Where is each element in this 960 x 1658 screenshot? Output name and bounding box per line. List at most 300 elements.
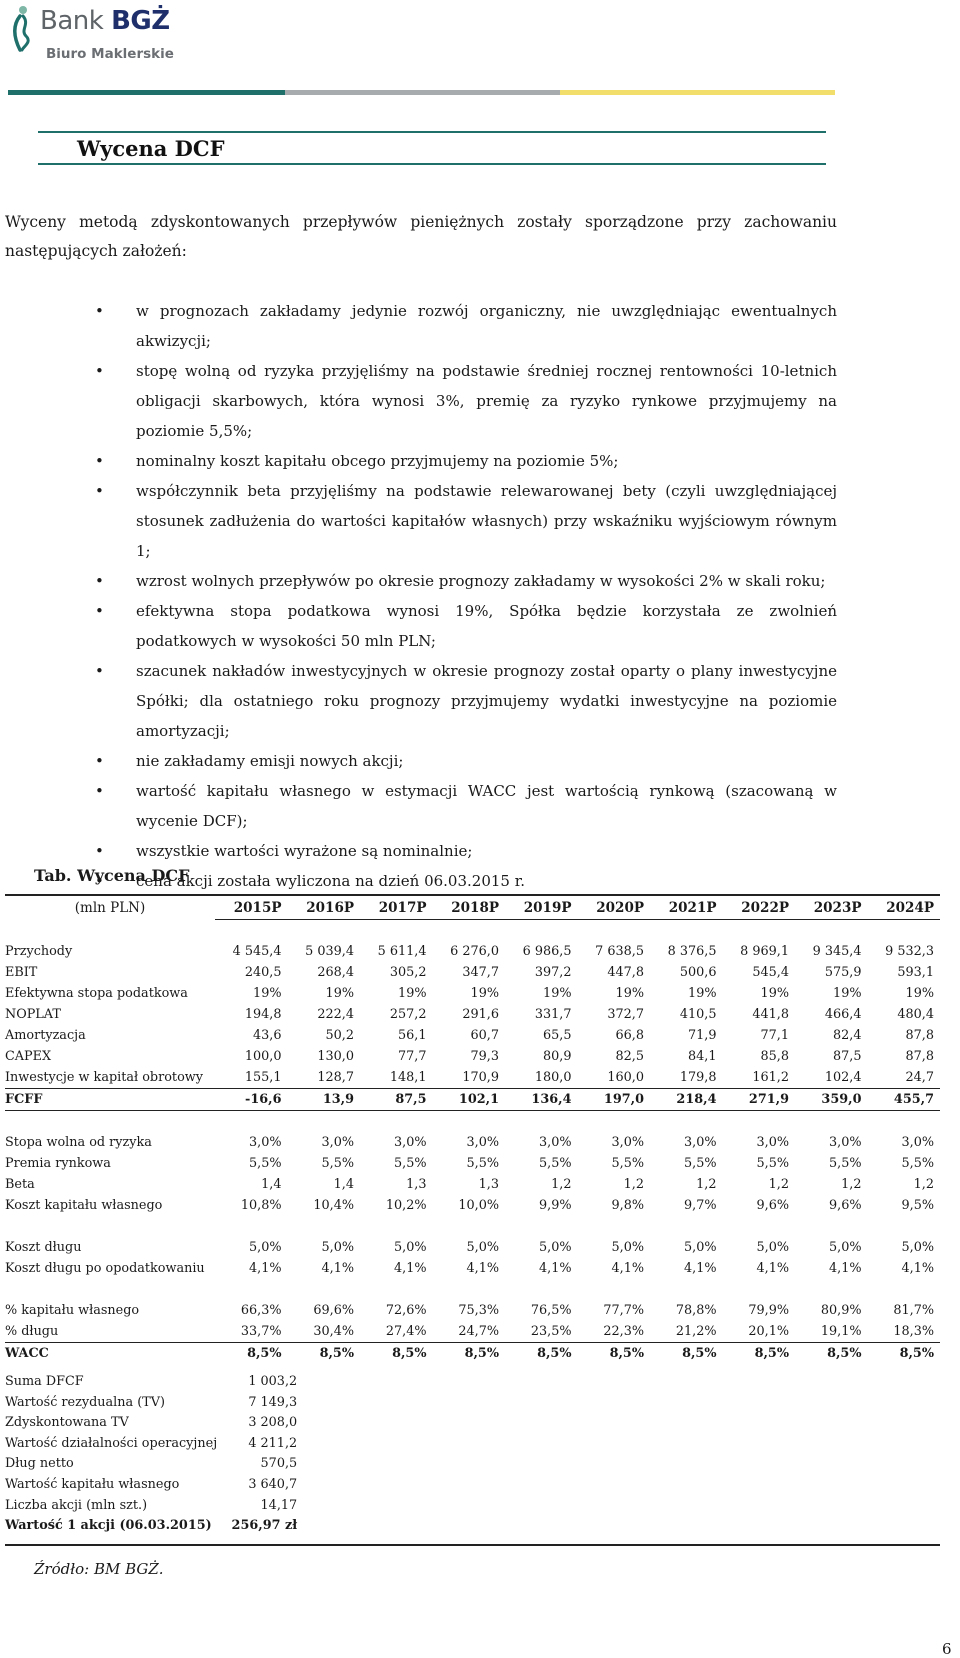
value-cell: 79,9% xyxy=(748,1303,789,1318)
value-cell: 3,0% xyxy=(321,1135,354,1150)
value-cell: 8 969,1 xyxy=(740,944,789,959)
row-label: % długu xyxy=(5,1324,59,1339)
value-cell: 8,5% xyxy=(868,1343,941,1365)
year-header: 2021P xyxy=(650,898,723,920)
value-cell: 85,8 xyxy=(760,1049,789,1064)
row-label: Koszt długu po opodatkowaniu xyxy=(5,1261,205,1276)
value-cell: 5,0% xyxy=(248,1240,282,1255)
year-header: 2015P xyxy=(215,898,288,920)
row-label: Amortyzacja xyxy=(5,1028,86,1043)
value-cell: 5,5% xyxy=(756,1156,789,1171)
spacer-cell xyxy=(505,1111,578,1133)
value-cell: 5,0% xyxy=(611,1240,644,1255)
summary-value: 570,5 xyxy=(260,1456,298,1472)
assumption-item: • stopę wolną od ryzyka przyjęliśmy na podstawie średniej rocznej rentowności 10-letnich obligacji skarbowych, która wynosi 3%, premię za ryzyko rynkowe przyjmujemy na poziomie 5,5%; xyxy=(92,356,837,446)
value-cell: 8,5% xyxy=(360,1343,433,1365)
summary-value: 3 208,0 xyxy=(248,1415,298,1431)
title-rule-top xyxy=(38,131,826,133)
value-cell: 9 345,4 xyxy=(812,944,862,959)
spacer-cell xyxy=(288,1216,361,1237)
spacer-cell xyxy=(360,920,433,942)
value-cell: 20,1% xyxy=(748,1324,789,1339)
value-cell: 3,0% xyxy=(756,1135,789,1150)
value-cell: 8 376,5 xyxy=(667,944,717,959)
value-cell: 331,7 xyxy=(534,1007,572,1022)
value-cell: 66,8 xyxy=(615,1028,644,1043)
value-cell: 347,7 xyxy=(462,965,499,980)
table-row xyxy=(5,1237,940,1258)
value-cell: 19% xyxy=(905,986,934,1001)
value-cell: 5,0% xyxy=(901,1240,934,1255)
value-cell: 100,0 xyxy=(244,1049,282,1064)
value-cell: 466,4 xyxy=(824,1007,862,1022)
value-cell: 455,7 xyxy=(868,1089,941,1111)
value-cell: 291,6 xyxy=(462,1007,499,1022)
dcf-table xyxy=(5,898,940,1364)
value-cell: 5 611,4 xyxy=(377,944,427,959)
value-cell: 19% xyxy=(470,986,499,1001)
spacer-cell xyxy=(578,1216,651,1237)
value-cell: 5,5% xyxy=(248,1156,282,1171)
value-cell: 69,6% xyxy=(313,1303,354,1318)
value-cell: 9,6% xyxy=(828,1198,862,1213)
value-cell: 6 276,0 xyxy=(450,944,499,959)
spacer-cell xyxy=(5,1111,215,1133)
value-cell: 19% xyxy=(760,986,789,1001)
spacer-cell xyxy=(360,1216,433,1237)
value-cell: 271,9 xyxy=(723,1089,796,1111)
value-cell: 160,0 xyxy=(607,1070,644,1085)
value-cell: 8,5% xyxy=(723,1343,796,1365)
value-cell: 10,4% xyxy=(313,1198,354,1213)
source-note: Źródło: BM BGŻ. xyxy=(34,1560,164,1578)
value-cell: 5,5% xyxy=(393,1156,427,1171)
summary-label: Dług netto xyxy=(5,1456,74,1472)
value-cell: 3,0% xyxy=(393,1135,427,1150)
value-cell: 1,4 xyxy=(261,1177,282,1192)
value-cell: 4,1% xyxy=(248,1261,282,1276)
value-cell: 19% xyxy=(398,986,427,1001)
value-cell: 9,7% xyxy=(683,1198,717,1213)
value-cell: 218,4 xyxy=(650,1089,723,1111)
table-row xyxy=(5,941,940,962)
value-cell: 545,4 xyxy=(752,965,789,980)
spacer-cell xyxy=(360,1111,433,1133)
value-cell: 19% xyxy=(543,986,572,1001)
spacer-cell xyxy=(650,1111,723,1133)
value-cell: 5,0% xyxy=(828,1240,862,1255)
value-cell: 1,3 xyxy=(406,1177,427,1192)
value-cell: 81,7% xyxy=(893,1303,934,1318)
value-cell: 21,2% xyxy=(675,1324,717,1339)
value-cell: 5,5% xyxy=(538,1156,572,1171)
header-rule-teal xyxy=(8,90,285,95)
summary-value: 3 640,7 xyxy=(248,1476,298,1492)
table-row xyxy=(5,1004,940,1025)
row-label: Efektywna stopa podatkowa xyxy=(5,986,188,1001)
value-cell: 19% xyxy=(253,986,282,1001)
table-row xyxy=(5,1343,940,1365)
table-row xyxy=(5,1132,940,1153)
spacer-cell xyxy=(868,920,941,942)
value-cell: 1,2 xyxy=(913,1177,934,1192)
value-cell: 87,5 xyxy=(833,1049,862,1064)
value-cell: 9 532,3 xyxy=(885,944,934,959)
value-cell: 33,7% xyxy=(240,1324,282,1339)
assumption-item: • efektywna stopa podatkowa wynosi 19%, Spółka będzie korzystała ze zwolnień podatkowych w wysokości 50 mln PLN; xyxy=(92,596,837,656)
value-cell: 5,5% xyxy=(683,1156,717,1171)
spacer-cell xyxy=(578,1279,651,1300)
year-header: 2022P xyxy=(723,898,796,920)
value-cell: 170,9 xyxy=(462,1070,499,1085)
value-cell: 180,0 xyxy=(534,1070,572,1085)
spacer-cell xyxy=(578,1111,651,1133)
value-cell: 102,1 xyxy=(433,1089,506,1111)
value-cell: 5,5% xyxy=(901,1156,934,1171)
value-cell: 447,8 xyxy=(607,965,644,980)
value-cell: 77,1 xyxy=(760,1028,789,1043)
value-cell: 77,7% xyxy=(603,1303,644,1318)
value-cell: 82,4 xyxy=(833,1028,862,1043)
value-cell: 3,0% xyxy=(611,1135,644,1150)
summary-label: Wartość działalności operacyjnej xyxy=(5,1435,218,1451)
summary-label: Wartość 1 akcji (06.03.2015) xyxy=(5,1518,212,1534)
spacer-cell xyxy=(433,1279,506,1300)
value-cell: 65,5 xyxy=(543,1028,572,1043)
assumption-item: • wartość kapitału własnego w estymacji WACC jest wartością rynkową (szacowaną w wycenie DCF); xyxy=(92,776,837,836)
spacer-cell xyxy=(215,1216,288,1237)
value-cell: 75,3% xyxy=(458,1303,499,1318)
table-caption: Tab. Wycena DCF xyxy=(34,866,190,885)
value-cell: 72,6% xyxy=(385,1303,427,1318)
value-cell: 8,5% xyxy=(215,1343,288,1365)
year-header: 2019P xyxy=(505,898,578,920)
value-cell: 18,3% xyxy=(893,1324,934,1339)
value-cell: 9,8% xyxy=(611,1198,644,1213)
table-row xyxy=(5,1025,940,1046)
value-cell: 222,4 xyxy=(317,1007,354,1022)
spacer-cell xyxy=(795,1216,868,1237)
value-cell: 8,5% xyxy=(578,1343,651,1365)
value-cell: 3,0% xyxy=(466,1135,499,1150)
spacer-cell xyxy=(215,920,288,942)
row-label: Koszt kapitału własnego xyxy=(5,1198,163,1213)
value-cell: 179,8 xyxy=(679,1070,717,1085)
value-cell: 30,4% xyxy=(313,1324,354,1339)
summary-label: Zdyskontowana TV xyxy=(5,1415,129,1431)
value-cell: 87,8 xyxy=(905,1049,934,1064)
summary-value: 256,97 zł xyxy=(231,1518,298,1534)
value-cell: 441,8 xyxy=(752,1007,789,1022)
bank-logo xyxy=(10,4,180,64)
value-cell: 84,1 xyxy=(688,1049,717,1064)
value-cell: -16,6 xyxy=(215,1089,288,1111)
table-row xyxy=(5,962,940,983)
value-cell: 4,1% xyxy=(611,1261,644,1276)
value-cell: 9,9% xyxy=(538,1198,572,1213)
header-rule-grey xyxy=(285,90,560,95)
value-cell: 19% xyxy=(325,986,354,1001)
value-cell: 5,5% xyxy=(321,1156,354,1171)
row-label: Przychody xyxy=(5,944,73,959)
value-cell: 102,4 xyxy=(824,1070,862,1085)
spacer-cell xyxy=(215,1279,288,1300)
value-cell: 43,6 xyxy=(253,1028,282,1043)
value-cell: 80,9% xyxy=(820,1303,862,1318)
value-cell: 10,2% xyxy=(385,1198,427,1213)
summary-row xyxy=(5,1496,297,1517)
row-label: % kapitału własnego xyxy=(5,1303,140,1318)
value-cell: 76,5% xyxy=(530,1303,572,1318)
assumption-item: • wzrost wolnych przepływów po okresie prognozy zakładamy w wysokości 2% w skali roku; xyxy=(92,566,837,596)
spacer-cell xyxy=(288,1279,361,1300)
logo-wordmark: Bank BGŻ xyxy=(40,6,170,36)
row-label: NOPLAT xyxy=(5,1007,61,1022)
spacer-cell xyxy=(505,920,578,942)
value-cell: 4,1% xyxy=(683,1261,717,1276)
value-cell: 1,2 xyxy=(841,1177,862,1192)
value-cell: 23,5% xyxy=(530,1324,572,1339)
table-row xyxy=(5,1089,940,1111)
group-spacer xyxy=(5,1279,940,1300)
value-cell: 8,5% xyxy=(288,1343,361,1365)
value-cell: 161,2 xyxy=(752,1070,789,1085)
value-cell: 130,0 xyxy=(317,1049,354,1064)
value-cell: 5,0% xyxy=(393,1240,427,1255)
value-cell: 79,3 xyxy=(470,1049,499,1064)
row-label: Beta xyxy=(5,1177,35,1192)
spacer-cell xyxy=(650,920,723,942)
value-cell: 13,9 xyxy=(288,1089,361,1111)
table-bottom-rule xyxy=(5,1544,940,1546)
row-label: Inwestycje w kapitał obrotowy xyxy=(5,1070,203,1085)
summary-row xyxy=(5,1516,297,1537)
spacer-cell xyxy=(723,1216,796,1237)
year-header: 2018P xyxy=(433,898,506,920)
value-cell: 4,1% xyxy=(756,1261,789,1276)
value-cell: 410,5 xyxy=(679,1007,717,1022)
value-cell: 575,9 xyxy=(824,965,862,980)
value-cell: 5,5% xyxy=(466,1156,499,1171)
table-row xyxy=(5,1067,940,1089)
year-header: 2020P xyxy=(578,898,651,920)
spacer-cell xyxy=(288,920,361,942)
value-cell: 50,2 xyxy=(325,1028,354,1043)
value-cell: 77,7 xyxy=(398,1049,427,1064)
spacer-cell xyxy=(5,1279,215,1300)
spacer-cell xyxy=(288,1111,361,1133)
spacer-cell xyxy=(650,1216,723,1237)
spacer-cell xyxy=(868,1279,941,1300)
table-row xyxy=(5,1046,940,1067)
spacer-cell xyxy=(505,1216,578,1237)
table-row xyxy=(5,1174,940,1195)
value-cell: 4,1% xyxy=(466,1261,499,1276)
value-cell: 4,1% xyxy=(538,1261,572,1276)
value-cell: 8,5% xyxy=(433,1343,506,1365)
bank-logo-icon xyxy=(10,4,42,54)
summary-value: 1 003,2 xyxy=(248,1374,298,1389)
table-row xyxy=(5,1153,940,1174)
summary-row xyxy=(5,1454,297,1475)
summary-row xyxy=(5,1434,297,1455)
table-row xyxy=(5,1321,940,1343)
value-cell: 3,0% xyxy=(828,1135,862,1150)
value-cell: 268,4 xyxy=(317,965,354,980)
group-spacer xyxy=(5,1111,940,1133)
spacer-cell xyxy=(433,1111,506,1133)
value-cell: 19% xyxy=(615,986,644,1001)
value-cell: 60,7 xyxy=(470,1028,499,1043)
value-cell: 1,2 xyxy=(623,1177,644,1192)
spacer-cell xyxy=(433,920,506,942)
row-label: Koszt długu xyxy=(5,1240,82,1255)
row-label: Stopa wolna od ryzyka xyxy=(5,1135,152,1150)
valuation-summary-table xyxy=(5,1372,297,1537)
spacer-cell xyxy=(723,1279,796,1300)
value-cell: 24,7 xyxy=(905,1070,934,1085)
value-cell: 78,8% xyxy=(675,1303,717,1318)
summary-value: 14,17 xyxy=(260,1497,298,1513)
value-cell: 5,5% xyxy=(611,1156,644,1171)
value-cell: 87,5 xyxy=(360,1089,433,1111)
summary-row xyxy=(5,1372,297,1393)
value-cell: 10,0% xyxy=(458,1198,499,1213)
value-cell: 10,8% xyxy=(240,1198,282,1213)
spacer-cell xyxy=(215,1111,288,1133)
value-cell: 1,2 xyxy=(768,1177,789,1192)
value-cell: 5,0% xyxy=(538,1240,572,1255)
value-cell: 6 986,5 xyxy=(522,944,572,959)
value-cell: 136,4 xyxy=(505,1089,578,1111)
spacer-cell xyxy=(5,1216,215,1237)
value-cell: 3,0% xyxy=(901,1135,934,1150)
value-cell: 87,8 xyxy=(905,1028,934,1043)
value-cell: 66,3% xyxy=(240,1303,282,1318)
value-cell: 3,0% xyxy=(538,1135,572,1150)
value-cell: 4,1% xyxy=(321,1261,354,1276)
table-row xyxy=(5,1258,940,1279)
value-cell: 19% xyxy=(688,986,717,1001)
value-cell: 7 638,5 xyxy=(595,944,644,959)
value-cell: 4,1% xyxy=(901,1261,934,1276)
value-cell: 19% xyxy=(833,986,862,1001)
value-cell: 257,2 xyxy=(389,1007,427,1022)
assumption-item: • współczynnik beta przyjęliśmy na podstawie relewarowanej bety (czyli uwzględniającej stosunek zadłużenia do wartości kapitałów własnych) przy wskaźniku wyjściowym równym 1; xyxy=(92,476,837,566)
value-cell: 5,0% xyxy=(756,1240,789,1255)
value-cell: 71,9 xyxy=(688,1028,717,1043)
value-cell: 5,0% xyxy=(321,1240,354,1255)
summary-value: 7 149,3 xyxy=(248,1394,298,1410)
spacer-cell xyxy=(5,920,215,942)
row-label: Premia rynkowa xyxy=(5,1156,111,1171)
row-label: CAPEX xyxy=(5,1049,52,1064)
value-cell: 480,4 xyxy=(897,1007,934,1022)
spacer-cell xyxy=(578,920,651,942)
value-cell: 3,0% xyxy=(683,1135,717,1150)
row-label: WACC xyxy=(5,1343,215,1365)
section-title: Wycena DCF xyxy=(77,136,225,161)
assumption-item: • szacunek nakładów inwestycyjnych w okresie prognozy został oparty o plany inwestycyjne Spółki; dla ostatniego roku prognozy przyjmujemy wydatki inwestycyjne na poziomie amortyzacji; xyxy=(92,656,837,746)
assumption-item: • nominalny koszt kapitału obcego przyjmujemy na poziomie 5%; xyxy=(92,446,837,476)
value-cell: 8,5% xyxy=(795,1343,868,1365)
value-cell: 3,0% xyxy=(248,1135,282,1150)
year-header: 2023P xyxy=(795,898,868,920)
assumption-item: • wszystkie wartości wyrażone są nominalnie; xyxy=(92,836,837,866)
value-cell: 4,1% xyxy=(828,1261,862,1276)
value-cell: 372,7 xyxy=(607,1007,644,1022)
summary-label: Liczba akcji (mln szt.) xyxy=(5,1497,148,1513)
value-cell: 19,1% xyxy=(820,1324,862,1339)
value-cell: 1,2 xyxy=(696,1177,717,1192)
value-cell: 148,1 xyxy=(389,1070,427,1085)
assumptions-list xyxy=(92,296,837,896)
spacer-cell xyxy=(433,1216,506,1237)
value-cell: 1,4 xyxy=(333,1177,354,1192)
spacer-cell xyxy=(505,1279,578,1300)
intro-paragraph: Wyceny metodą zdyskontowanych przepływów pieniężnych zostały sporządzone przy zachowaniu następujących założeń: xyxy=(5,213,837,260)
spacer-cell xyxy=(868,1111,941,1133)
summary-label: Suma DFCF xyxy=(5,1374,84,1389)
value-cell: 359,0 xyxy=(795,1089,868,1111)
value-cell: 80,9 xyxy=(543,1049,572,1064)
spacer-cell xyxy=(795,1279,868,1300)
value-cell: 197,0 xyxy=(578,1089,651,1111)
spacer-cell xyxy=(723,920,796,942)
header-rule-yellow xyxy=(560,90,835,95)
value-cell: 593,1 xyxy=(897,965,934,980)
value-cell: 5,5% xyxy=(828,1156,862,1171)
row-label: EBIT xyxy=(5,965,38,980)
value-cell: 5 039,4 xyxy=(305,944,354,959)
page-number: 6 xyxy=(942,1640,952,1658)
value-cell: 5,0% xyxy=(466,1240,499,1255)
value-cell: 128,7 xyxy=(317,1070,354,1085)
row-label: FCFF xyxy=(5,1089,215,1111)
table-header-row xyxy=(5,898,940,920)
value-cell: 397,2 xyxy=(534,965,572,980)
assumption-item: • nie zakładamy emisji nowych akcji; xyxy=(92,746,837,776)
spacer-cell xyxy=(650,1279,723,1300)
value-cell: 27,4% xyxy=(385,1324,427,1339)
spacer-cell xyxy=(795,920,868,942)
value-cell: 305,2 xyxy=(389,965,427,980)
unit-label: (mln PLN) xyxy=(74,900,146,917)
summary-row xyxy=(5,1393,297,1414)
logo-subtitle: Biuro Maklerskie xyxy=(46,46,174,62)
summary-label: Wartość rezydualna (TV) xyxy=(5,1394,165,1410)
spacer-cell xyxy=(360,1279,433,1300)
summary-value: 4 211,2 xyxy=(248,1435,298,1451)
spacer-cell xyxy=(868,1216,941,1237)
value-cell: 1,3 xyxy=(478,1177,499,1192)
value-cell: 9,6% xyxy=(756,1198,789,1213)
summary-row xyxy=(5,1413,297,1434)
value-cell: 4,1% xyxy=(393,1261,427,1276)
value-cell: 194,8 xyxy=(244,1007,282,1022)
value-cell: 56,1 xyxy=(398,1028,427,1043)
year-header: 2016P xyxy=(288,898,361,920)
value-cell: 8,5% xyxy=(650,1343,723,1365)
value-cell: 1,2 xyxy=(551,1177,572,1192)
summary-row xyxy=(5,1475,297,1496)
group-spacer xyxy=(5,1216,940,1237)
spacer-cell xyxy=(723,1111,796,1133)
summary-label: Wartość kapitału własnego xyxy=(5,1476,180,1492)
value-cell: 4 545,4 xyxy=(232,944,282,959)
value-cell: 5,0% xyxy=(683,1240,717,1255)
value-cell: 9,5% xyxy=(901,1198,934,1213)
